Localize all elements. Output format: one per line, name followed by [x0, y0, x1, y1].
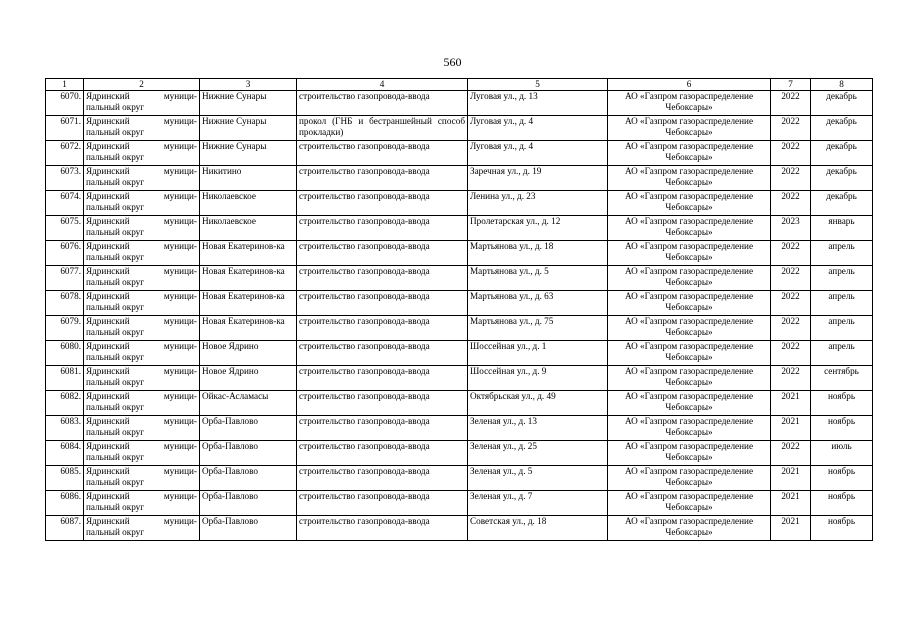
month-cell: ноябрь: [811, 416, 873, 441]
district-cell: Ядринский муници-пальный округ: [84, 441, 200, 466]
address-cell: Луговая ул., д. 13: [468, 91, 608, 116]
table-row: [46, 241, 873, 266]
table-row: [46, 366, 873, 391]
year-cell: 2022: [771, 291, 811, 316]
settlement-cell: Орба-Павлово: [200, 516, 297, 541]
district-cell: Ядринский муници-пальный округ: [84, 191, 200, 216]
address-cell: Зеленая ул., д. 7: [468, 491, 608, 516]
year-cell: 2022: [771, 166, 811, 191]
district-cell: Ядринский муници-пальный округ: [84, 116, 200, 141]
address-cell: Заречная ул., д. 19: [468, 166, 608, 191]
month-cell: сентябрь: [811, 366, 873, 391]
owner-cell: АО «Газпром газораспределение Чебоксары»: [608, 516, 771, 541]
address-cell: Зеленая ул., д. 25: [468, 441, 608, 466]
column-header: 6: [608, 79, 771, 91]
row-number: 6084.: [46, 441, 84, 466]
month-cell: апрель: [811, 241, 873, 266]
owner-cell: АО «Газпром газораспределение Чебоксары»: [608, 291, 771, 316]
owner-cell: АО «Газпром газораспределение Чебоксары»: [608, 466, 771, 491]
year-cell: 2021: [771, 466, 811, 491]
table-row: [46, 266, 873, 291]
month-cell: апрель: [811, 341, 873, 366]
row-number: 6071.: [46, 116, 84, 141]
district-cell: Ядринский муници-пальный округ: [84, 91, 200, 116]
work-type-cell: строительство газопровода-ввода: [297, 366, 468, 391]
table-row: [46, 416, 873, 441]
address-cell: Зеленая ул., д. 13: [468, 416, 608, 441]
year-cell: 2022: [771, 191, 811, 216]
month-cell: апрель: [811, 291, 873, 316]
owner-cell: АО «Газпром газораспределение Чебоксары»: [608, 141, 771, 166]
month-cell: ноябрь: [811, 516, 873, 541]
work-type-cell: строительство газопровода-ввода: [297, 241, 468, 266]
owner-cell: АО «Газпром газораспределение Чебоксары»: [608, 91, 771, 116]
district-cell: Ядринский муници-пальный округ: [84, 516, 200, 541]
table-row: [46, 516, 873, 541]
work-type-cell: строительство газопровода-ввода: [297, 216, 468, 241]
work-type-cell: строительство газопровода-ввода: [297, 416, 468, 441]
work-type-cell: строительство газопровода-ввода: [297, 391, 468, 416]
settlement-cell: Новая Екатеринов-ка: [200, 291, 297, 316]
work-type-cell: строительство газопровода-ввода: [297, 491, 468, 516]
table-row: [46, 291, 873, 316]
owner-cell: АО «Газпром газораспределение Чебоксары»: [608, 241, 771, 266]
settlement-cell: Орба-Павлово: [200, 441, 297, 466]
settlement-cell: Орба-Павлово: [200, 466, 297, 491]
settlement-cell: Новая Екатеринов-ка: [200, 316, 297, 341]
settlement-cell: Николаевское: [200, 191, 297, 216]
address-cell: Мартьянова ул., д. 5: [468, 266, 608, 291]
settlement-cell: Орба-Павлово: [200, 491, 297, 516]
district-cell: Ядринский муници-пальный округ: [84, 216, 200, 241]
work-type-cell: строительство газопровода-ввода: [297, 91, 468, 116]
table-row: [46, 91, 873, 116]
address-cell: Луговая ул., д. 4: [468, 116, 608, 141]
table-row: [46, 216, 873, 241]
table-row: [46, 441, 873, 466]
row-number: 6070.: [46, 91, 84, 116]
address-cell: Мартьянова ул., д. 63: [468, 291, 608, 316]
work-type-cell: строительство газопровода-ввода: [297, 141, 468, 166]
column-header: 4: [297, 79, 468, 91]
owner-cell: АО «Газпром газораспределение Чебоксары»: [608, 216, 771, 241]
owner-cell: АО «Газпром газораспределение Чебоксары»: [608, 266, 771, 291]
year-cell: 2021: [771, 391, 811, 416]
address-cell: Октябрьская ул., д. 49: [468, 391, 608, 416]
month-cell: апрель: [811, 266, 873, 291]
address-cell: Ленина ул., д. 23: [468, 191, 608, 216]
row-number: 6080.: [46, 341, 84, 366]
year-cell: 2022: [771, 341, 811, 366]
row-number: 6073.: [46, 166, 84, 191]
column-header: 5: [468, 79, 608, 91]
year-cell: 2022: [771, 441, 811, 466]
year-cell: 2022: [771, 241, 811, 266]
district-cell: Ядринский муници-пальный округ: [84, 316, 200, 341]
district-cell: Ядринский муници-пальный округ: [84, 266, 200, 291]
owner-cell: АО «Газпром газораспределение Чебоксары»: [608, 166, 771, 191]
column-header: 3: [200, 79, 297, 91]
work-type-cell: строительство газопровода-ввода: [297, 341, 468, 366]
owner-cell: АО «Газпром газораспределение Чебоксары»: [608, 316, 771, 341]
year-cell: 2022: [771, 366, 811, 391]
owner-cell: АО «Газпром газораспределение Чебоксары»: [608, 491, 771, 516]
settlement-cell: Новое Ядрино: [200, 341, 297, 366]
row-number: 6075.: [46, 216, 84, 241]
month-cell: декабрь: [811, 166, 873, 191]
month-cell: декабрь: [811, 116, 873, 141]
address-cell: Советская ул., д. 18: [468, 516, 608, 541]
work-type-cell: строительство газопровода-ввода: [297, 441, 468, 466]
settlement-cell: Новая Екатеринов-ка: [200, 266, 297, 291]
district-cell: Ядринский муници-пальный округ: [84, 416, 200, 441]
page-number: 560: [443, 55, 462, 69]
district-cell: Ядринский муници-пальный округ: [84, 241, 200, 266]
month-cell: ноябрь: [811, 391, 873, 416]
month-cell: декабрь: [811, 91, 873, 116]
work-type-cell: прокол (ГНБ и бестраншейный способ прокладки): [297, 116, 468, 141]
column-number-row: [46, 79, 873, 91]
year-cell: 2023: [771, 216, 811, 241]
table-row: [46, 466, 873, 491]
district-cell: Ядринский муници-пальный округ: [84, 366, 200, 391]
year-cell: 2022: [771, 266, 811, 291]
address-cell: Мартьянова ул., д. 75: [468, 316, 608, 341]
row-number: 6074.: [46, 191, 84, 216]
row-number: 6079.: [46, 316, 84, 341]
year-cell: 2022: [771, 116, 811, 141]
address-cell: Шоссейная ул., д. 1: [468, 341, 608, 366]
row-number: 6083.: [46, 416, 84, 441]
column-header: 8: [811, 79, 873, 91]
owner-cell: АО «Газпром газораспределение Чебоксары»: [608, 441, 771, 466]
year-cell: 2022: [771, 91, 811, 116]
settlement-cell: Новое Ядрино: [200, 366, 297, 391]
row-number: 6082.: [46, 391, 84, 416]
settlement-cell: Нижние Сунары: [200, 141, 297, 166]
owner-cell: АО «Газпром газораспределение Чебоксары»: [608, 191, 771, 216]
year-cell: 2021: [771, 416, 811, 441]
owner-cell: АО «Газпром газораспределение Чебоксары»: [608, 116, 771, 141]
month-cell: декабрь: [811, 141, 873, 166]
work-type-cell: строительство газопровода-ввода: [297, 291, 468, 316]
column-header: 1: [46, 79, 84, 91]
settlement-cell: Николаевское: [200, 216, 297, 241]
district-cell: Ядринский муници-пальный округ: [84, 491, 200, 516]
month-cell: декабрь: [811, 191, 873, 216]
row-number: 6076.: [46, 241, 84, 266]
settlement-cell: Нижние Сунары: [200, 91, 297, 116]
address-cell: Зеленая ул., д. 5: [468, 466, 608, 491]
work-type-cell: строительство газопровода-ввода: [297, 516, 468, 541]
work-type-cell: строительство газопровода-ввода: [297, 316, 468, 341]
table-row: [46, 316, 873, 341]
work-type-cell: строительство газопровода-ввода: [297, 191, 468, 216]
row-number: 6077.: [46, 266, 84, 291]
district-cell: Ядринский муници-пальный округ: [84, 141, 200, 166]
year-cell: 2021: [771, 491, 811, 516]
district-cell: Ядринский муници-пальный округ: [84, 291, 200, 316]
address-cell: Мартьянова ул., д. 18: [468, 241, 608, 266]
settlement-cell: Нижние Сунары: [200, 116, 297, 141]
district-cell: Ядринский муници-пальный округ: [84, 166, 200, 191]
table-row: [46, 141, 873, 166]
work-type-cell: строительство газопровода-ввода: [297, 266, 468, 291]
row-number: 6072.: [46, 141, 84, 166]
table-row: [46, 191, 873, 216]
address-cell: Пролетарская ул., д. 12: [468, 216, 608, 241]
settlement-cell: Орба-Павлово: [200, 416, 297, 441]
row-number: 6087.: [46, 516, 84, 541]
row-number: 6086.: [46, 491, 84, 516]
row-number: 6085.: [46, 466, 84, 491]
table-row: [46, 391, 873, 416]
work-type-cell: строительство газопровода-ввода: [297, 166, 468, 191]
month-cell: ноябрь: [811, 466, 873, 491]
year-cell: 2022: [771, 141, 811, 166]
table-row: [46, 166, 873, 191]
address-cell: Луговая ул., д. 4: [468, 141, 608, 166]
owner-cell: АО «Газпром газораспределение Чебоксары»: [608, 391, 771, 416]
table-row: [46, 341, 873, 366]
settlement-cell: Никитино: [200, 166, 297, 191]
row-number: 6081.: [46, 366, 84, 391]
column-header: 2: [84, 79, 200, 91]
month-cell: июль: [811, 441, 873, 466]
table-row: [46, 491, 873, 516]
owner-cell: АО «Газпром газораспределение Чебоксары»: [608, 366, 771, 391]
month-cell: ноябрь: [811, 491, 873, 516]
district-cell: Ядринский муници-пальный округ: [84, 341, 200, 366]
month-cell: апрель: [811, 316, 873, 341]
owner-cell: АО «Газпром газораспределение Чебоксары»: [608, 416, 771, 441]
column-header: 7: [771, 79, 811, 91]
district-cell: Ядринский муници-пальный округ: [84, 391, 200, 416]
year-cell: 2021: [771, 516, 811, 541]
row-number: 6078.: [46, 291, 84, 316]
table-row: [46, 116, 873, 141]
district-cell: Ядринский муници-пальный округ: [84, 466, 200, 491]
address-cell: Шоссейная ул., д. 9: [468, 366, 608, 391]
settlement-cell: Ойкас-Асламасы: [200, 391, 297, 416]
year-cell: 2022: [771, 316, 811, 341]
gas-works-table: [45, 78, 873, 541]
work-type-cell: строительство газопровода-ввода: [297, 466, 468, 491]
settlement-cell: Новая Екатеринов-ка: [200, 241, 297, 266]
month-cell: январь: [811, 216, 873, 241]
owner-cell: АО «Газпром газораспределение Чебоксары»: [608, 341, 771, 366]
